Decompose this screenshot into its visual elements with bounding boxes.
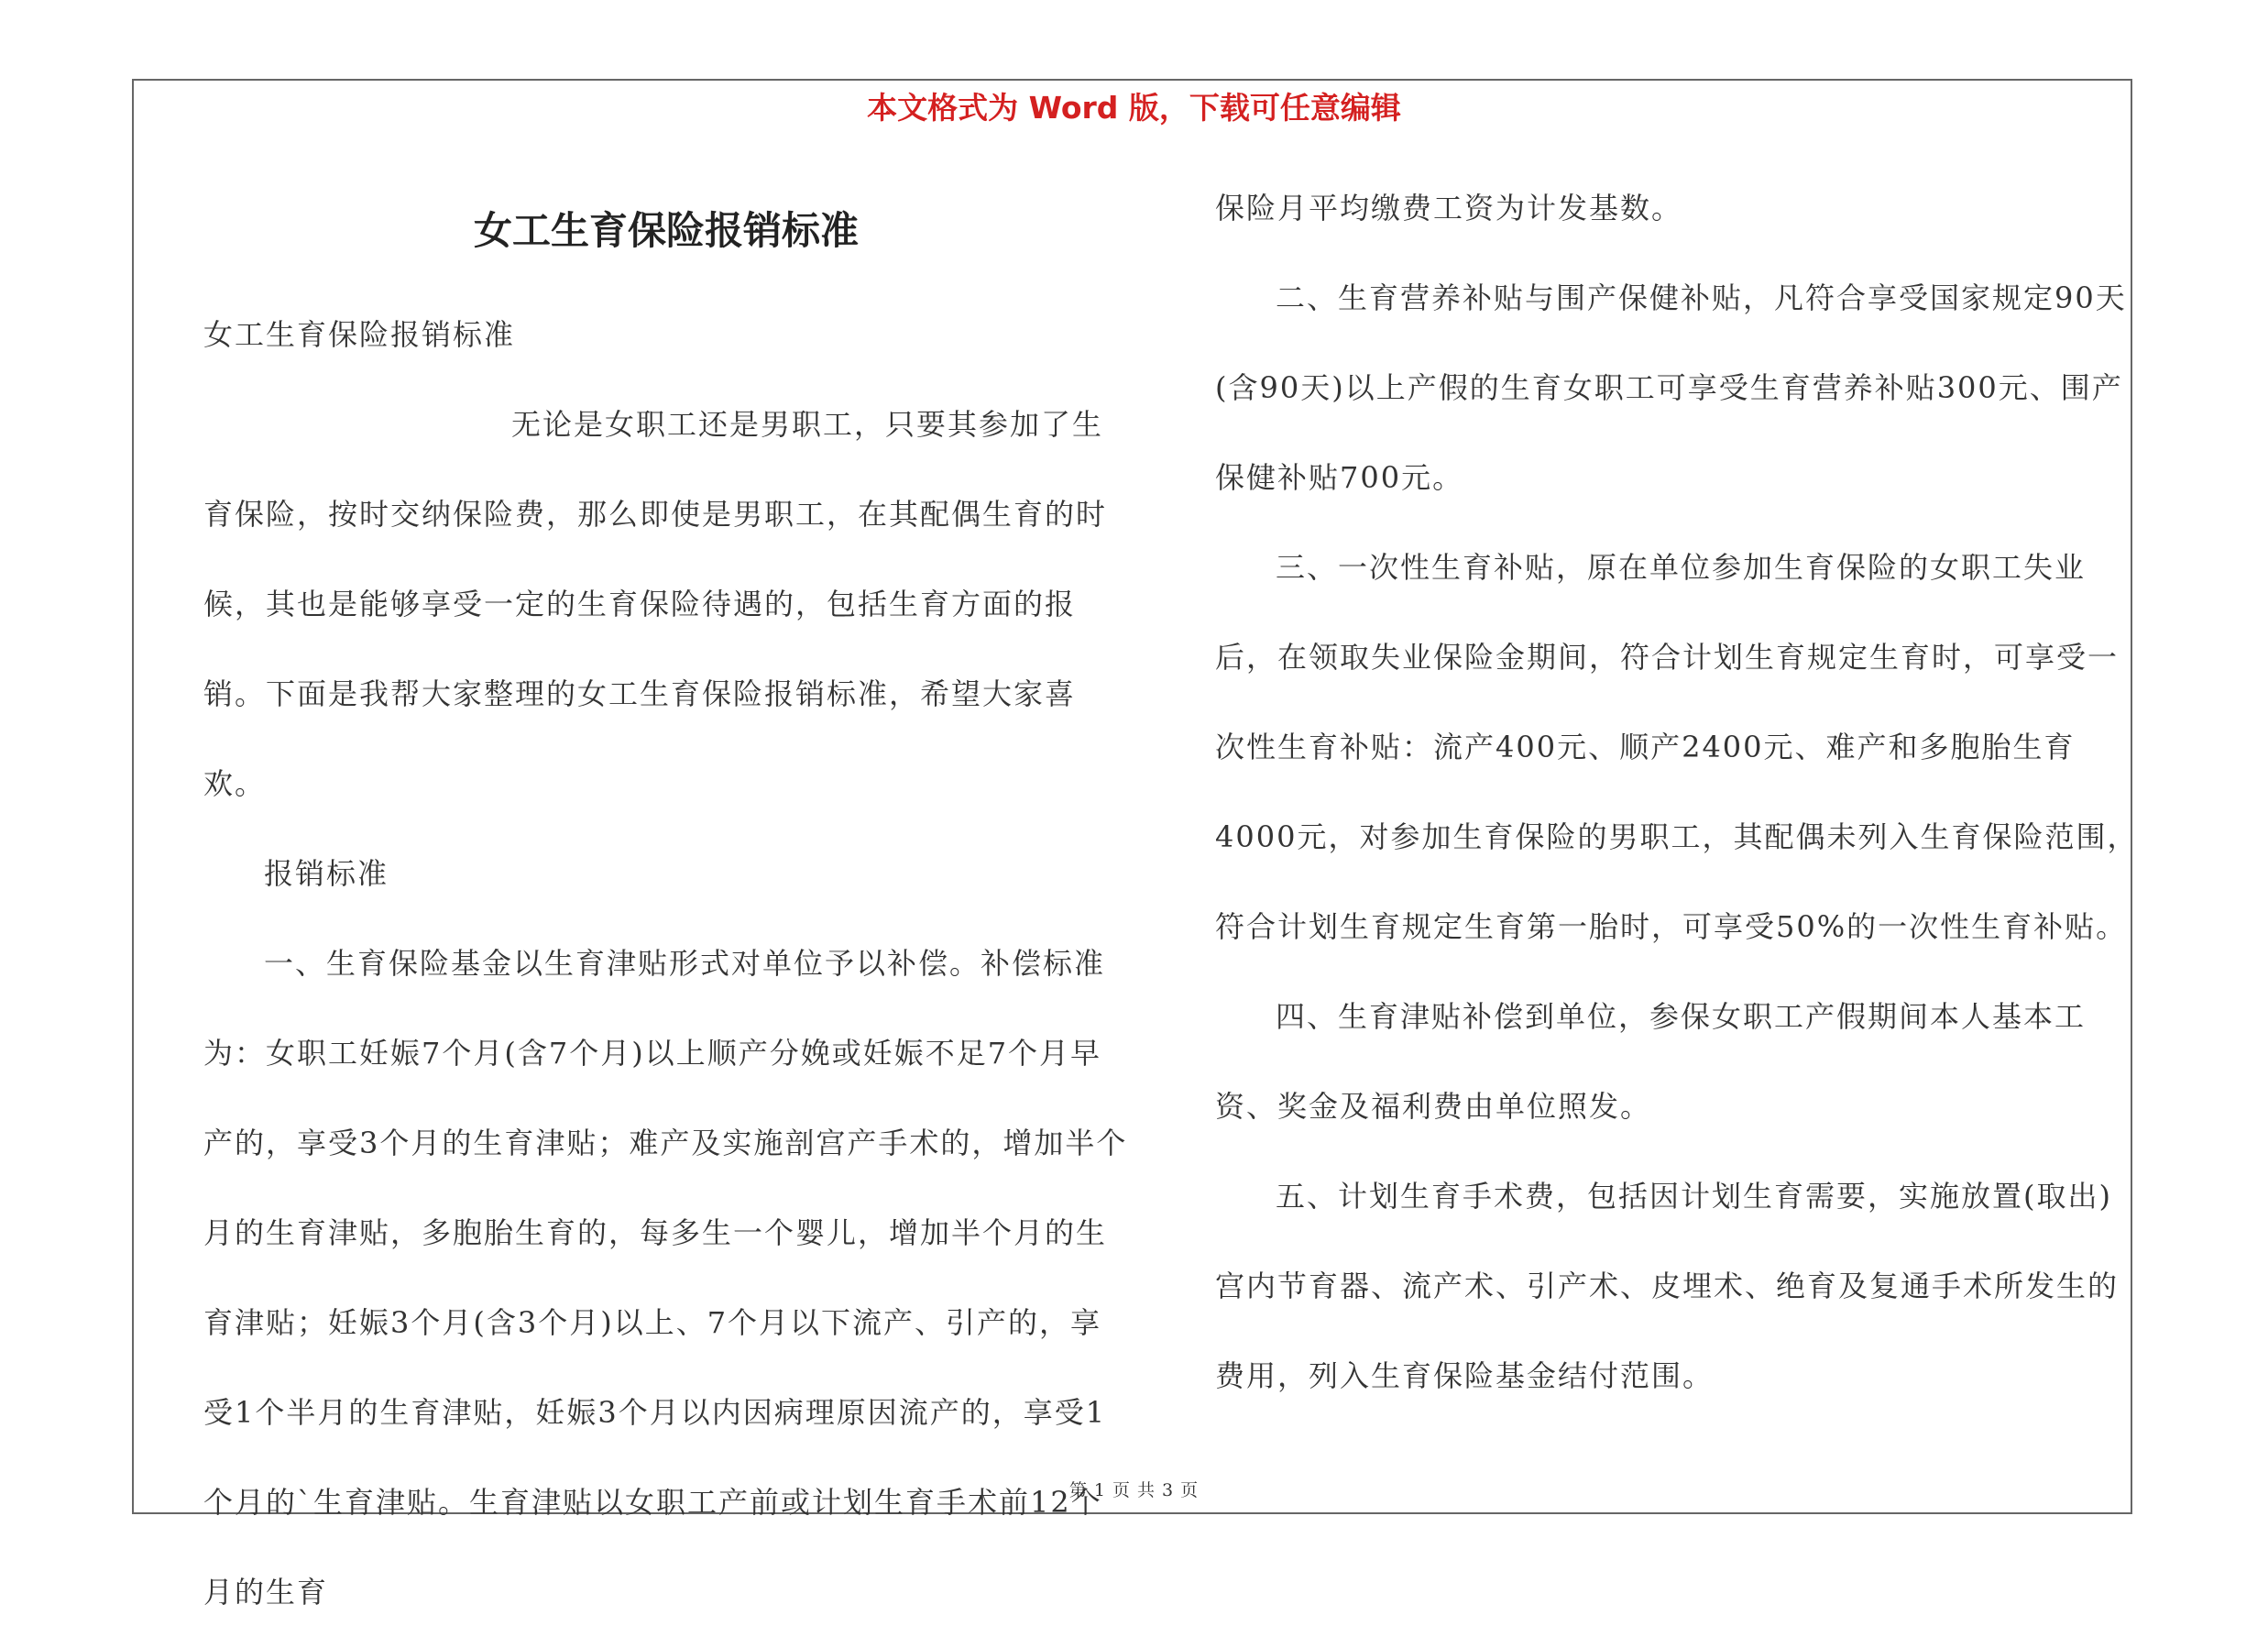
item-4-paragraph: 四、生育津贴补偿到单位，参保女职工产假期间本人基本工资、奖金及福利费由单位照发。 — [1215, 999, 2087, 1124]
document-title: 女工生育保险报销标准 — [473, 208, 859, 253]
section-heading: 报销标准 — [264, 856, 389, 891]
item-5-paragraph: 五、计划生育手术费，包括因计划生育需要，实施放置(取出)宫内节育器、流产术、引产术、皮埋术、绝育及复通手术所发生的费用，列入生育保险基金结付范围。 — [1215, 1179, 2120, 1393]
left-column — [203, 290, 1129, 1637]
page-number-footer: 第 1 页 共 3 页 — [1068, 1480, 1200, 1500]
intro-paragraph: 无论是女职工还是男职工，只要其参加了生育保险，按时交纳保险费，那么即使是男职工，在其配偶生育的时候，其也是能够享受一定的生育保险待遇的，包括生育方面的报销。下面是我帮大家整理的女工生育保险报销标准，希望大家喜欢。 — [203, 407, 1108, 801]
item-1-paragraph: 一、生育保险基金以生育津贴形式对单位予以补偿。补偿标准为：女职工妊娠7个月(含7个月)以上顺产分娩或妊娠不足7个月早产的，享受3个月的生育津贴；难产及实施剖宫产手术的，增加半个月的生育津贴，多胞胎生育的，每多生一个婴儿，增加半个月的生育津贴；妊娠3个月(含3个月)以上、7个月以下流产、引产的，享受1个半月的生育津贴，妊娠3个月以内因病理原因流产的，享受1个月的`生育津贴。生育津贴以女职工产前或计划生育手术前12个月的生育 — [203, 946, 1128, 1610]
item-3-paragraph: 三、一次性生育补贴，原在单位参加生育保险的女职工失业后，在领取失业保险金期间，符合计划生育规定生育时，可享受一次性生育补贴：流产400元、顺产2400元、难产和多胞胎生育4000元，对参加生育保险的男职工，其配偶未列入生育保险范围，符合计划生育规定生育第一胎时，可享受50%的一次性生育补贴。 — [1215, 550, 2139, 944]
subtitle: 女工生育保险报销标准 — [203, 317, 516, 352]
right-column — [1215, 163, 2141, 1421]
item-2-paragraph: 二、生育营养补贴与围产保健补贴，凡符合享受国家规定90天(含90天)以上产假的生育女职工可享受生育营养补贴300元、围产保健补贴700元。 — [1215, 280, 2127, 495]
header-notice: 本文格式为 Word 版，下载可任意编辑 — [867, 90, 1401, 126]
continuation-paragraph: 保险月平均缴费工资为计发基数。 — [1215, 191, 1683, 225]
